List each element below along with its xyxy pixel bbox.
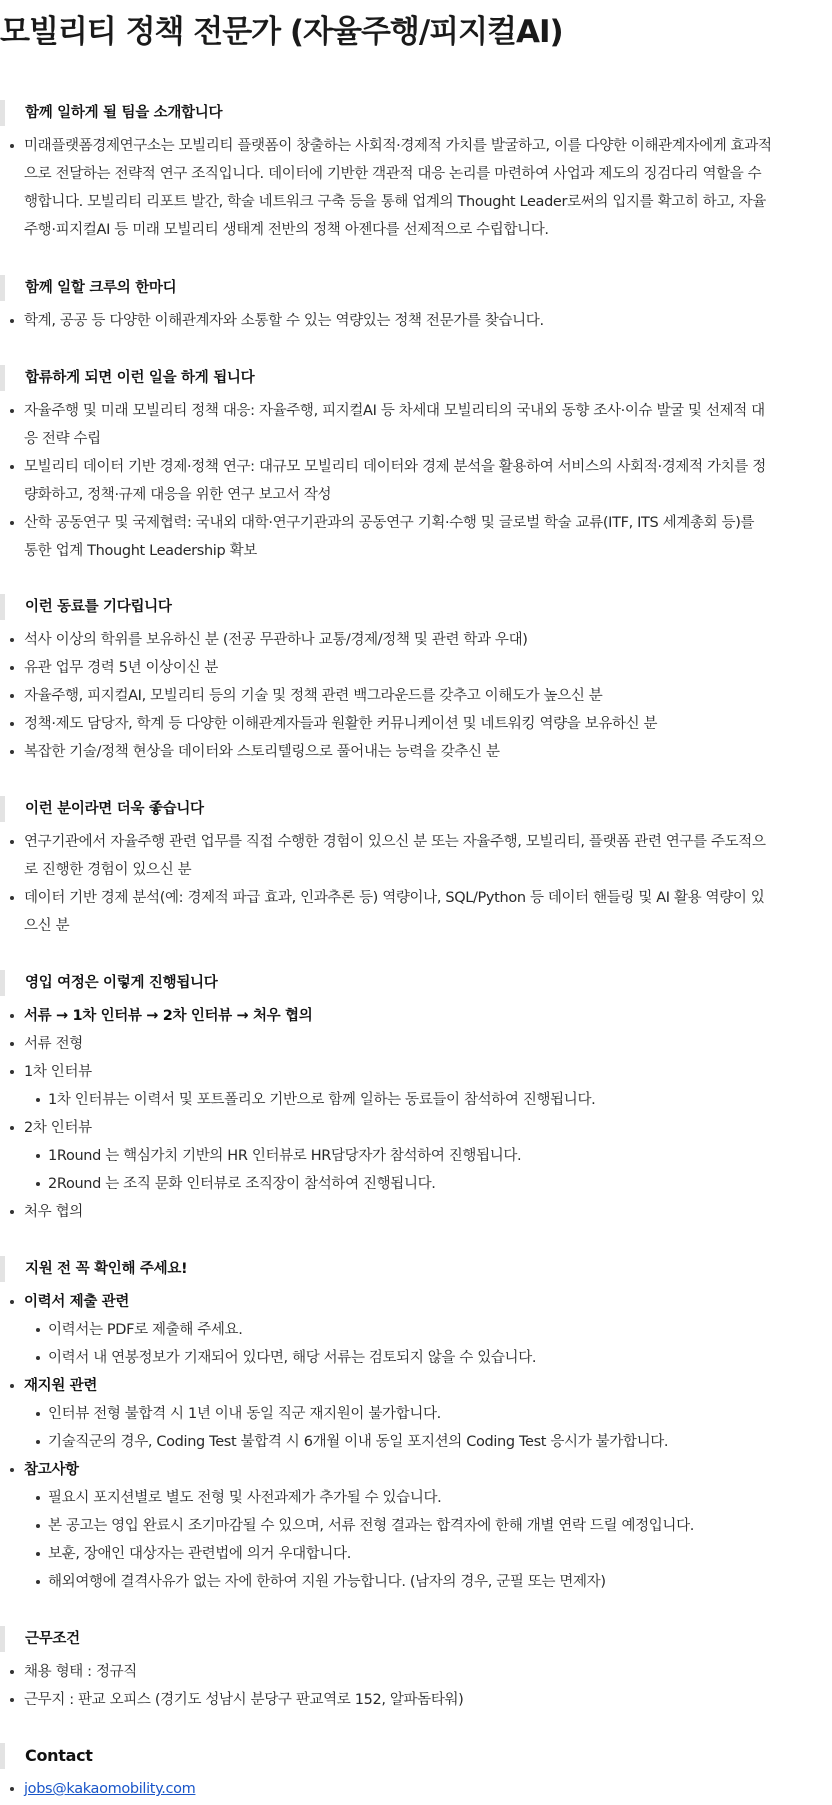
list-item: 채용 형태 : 정규직	[0, 1658, 832, 1686]
list-item: 정책·제도 담당자, 학계 등 다양한 이해관계자들과 원활한 커뮤니케이션 및 네트워킹 역량을 보유하신 분	[0, 710, 832, 738]
qualifications-list	[0, 626, 832, 766]
duties-list	[0, 397, 832, 565]
section-heading-process: 영입 여정은 이렇게 진행됩니다	[0, 970, 832, 996]
list-item: 산학 공동연구 및 국제협력: 국내외 대학·연구기관과의 공동연구 기획·수행 및 글로벌 학술 교류(ITF, ITS 세계총회 등)를 통한 업계 Thought Leadership 확보	[0, 509, 832, 565]
section-heading-notice: 지원 전 꼭 확인해 주세요!	[0, 1256, 832, 1282]
contact-email-link[interactable]: jobs@kakaomobility.com	[24, 1781, 196, 1797]
list-item: 자율주행, 피지컬AI, 모빌리티 등의 기술 및 정책 관련 백그라운드를 갖추고 이해도가 높으신 분	[0, 682, 832, 710]
list-item: 본 공고는 영입 완료시 조기마감될 수 있으며, 서류 전형 결과는 합격자에 한해 개별 연락 드릴 예정입니다.	[0, 1512, 832, 1540]
list-item: 기술직군의 경우, Coding Test 불합격 시 6개월 이내 동일 포지션의 Coding Test 응시가 불가합니다.	[0, 1428, 832, 1456]
list-item: 연구기관에서 자율주행 관련 업무를 직접 수행한 경험이 있으신 분 또는 자율주행, 모빌리티, 플랫폼 관련 연구를 주도적으로 진행한 경험이 있으신 분	[0, 828, 832, 884]
section-heading-duties: 합류하게 되면 이런 일을 하게 됩니다	[0, 365, 832, 391]
notice-ref-title: 참고사항	[0, 1456, 832, 1484]
section-heading-contact: Contact	[0, 1743, 832, 1769]
list-item: 인터뷰 전형 불합격 시 1년 이내 동일 직군 재지원이 불가합니다.	[0, 1400, 832, 1428]
list-item: 서류 전형	[0, 1030, 832, 1058]
list-item: 1차 인터뷰는 이력서 및 포트폴리오 기반으로 함께 일하는 동료들이 참석하여 진행됩니다.	[0, 1086, 832, 1114]
process-summary: 서류 → 1차 인터뷰 → 2차 인터뷰 → 처우 협의	[0, 1002, 832, 1030]
section-contact	[0, 1743, 832, 1803]
list-item: 1Round 는 핵심가치 기반의 HR 인터뷰로 HR담당자가 참석하여 진행됩니다.	[0, 1142, 832, 1170]
contact-item	[0, 1775, 832, 1803]
list-item: 석사 이상의 학위를 보유하신 분 (전공 무관하나 교통/경제/정책 및 관련 학과 우대)	[0, 626, 832, 654]
crew-list	[0, 307, 832, 335]
page-title: 모빌리티 정책 전문가 (자율주행/피지컬AI)	[0, 14, 563, 50]
notice-reapply-title: 재지원 관련	[0, 1372, 832, 1400]
list-item: 1차 인터뷰	[0, 1058, 832, 1086]
section-heading-conditions: 근무조건	[0, 1626, 832, 1652]
list-item: 보훈, 장애인 대상자는 관련법에 의거 우대합니다.	[0, 1540, 832, 1568]
conditions-list	[0, 1658, 832, 1714]
section-process	[0, 970, 832, 1226]
list-item: 모빌리티 데이터 기반 경제·정책 연구: 대규모 모빌리티 데이터와 경제 분석을 활용하여 서비스의 사회적·경제적 가치를 정량화하고, 정책·규제 대응을 위한 연구 보고서 작성	[0, 453, 832, 509]
list-item: 데이터 기반 경제 분석(예: 경제적 파급 효과, 인과추론 등) 역량이나, SQL/Python 등 데이터 핸들링 및 AI 활용 역량이 있으신 분	[0, 884, 832, 940]
section-heading-preferred: 이런 분이라면 더욱 좋습니다	[0, 796, 832, 822]
list-item: 처우 협의	[0, 1198, 832, 1226]
list-item: 학계, 공공 등 다양한 이해관계자와 소통할 수 있는 역량있는 정책 전문가를 찾습니다.	[0, 307, 832, 335]
section-qualifications	[0, 594, 832, 766]
notice-list	[0, 1288, 832, 1596]
list-item: 복잡한 기술/정책 현상을 데이터와 스토리텔링으로 풀어내는 능력을 갖추신 분	[0, 738, 832, 766]
process-list	[0, 1002, 832, 1226]
section-team	[0, 100, 832, 244]
contact-list	[0, 1775, 832, 1803]
section-heading-crew: 함께 일할 크루의 한마디	[0, 275, 832, 301]
section-heading-team: 함께 일하게 될 팀을 소개합니다	[0, 100, 832, 126]
section-preferred	[0, 796, 832, 940]
section-conditions	[0, 1626, 832, 1714]
list-item: 2Round 는 조직 문화 인터뷰로 조직장이 참석하여 진행됩니다.	[0, 1170, 832, 1198]
list-item: 이력서 내 연봉정보가 기재되어 있다면, 해당 서류는 검토되지 않을 수 있습니다.	[0, 1344, 832, 1372]
list-item: 해외여행에 결격사유가 없는 자에 한하여 지원 가능합니다. (남자의 경우, 군필 또는 면제자)	[0, 1568, 832, 1596]
list-item: 필요시 포지션별로 별도 전형 및 사전과제가 추가될 수 있습니다.	[0, 1484, 832, 1512]
list-item: 이력서는 PDF로 제출해 주세요.	[0, 1316, 832, 1344]
list-item: 2차 인터뷰	[0, 1114, 832, 1142]
preferred-list	[0, 828, 832, 940]
notice-resume-title: 이력서 제출 관련	[0, 1288, 832, 1316]
list-item: 근무지 : 판교 오피스 (경기도 성남시 분당구 판교역로 152, 알파돔타워)	[0, 1686, 832, 1714]
list-item: 미래플랫폼경제연구소는 모빌리티 플랫폼이 창출하는 사회적·경제적 가치를 발굴하고, 이를 다양한 이해관계자에게 효과적으로 전달하는 전략적 연구 조직입니다. 데이터에 기반한 객관적 대응 논리를 마련하여 사업과 제도의 징검다리 역할을 수행합니다. 모빌리티 리포트 발간, 학술 네트워크 구축 등을 통해 업계의 Thought Leader로써의 입지를 확고히 하고, 자율주행·피지컬AI 등 미래 모빌리티 생태계 전반의 정책 아젠다를 선제적으로 수립합니다.	[0, 132, 832, 244]
section-notice	[0, 1256, 832, 1596]
section-duties	[0, 365, 832, 565]
section-crew	[0, 275, 832, 335]
section-heading-qualifications: 이런 동료를 기다립니다	[0, 594, 832, 620]
list-item: 유관 업무 경력 5년 이상이신 분	[0, 654, 832, 682]
list-item: 자율주행 및 미래 모빌리티 정책 대응: 자율주행, 피지컬AI 등 차세대 모빌리티의 국내외 동향 조사·이슈 발굴 및 선제적 대응 전략 수립	[0, 397, 832, 453]
team-list	[0, 132, 832, 244]
